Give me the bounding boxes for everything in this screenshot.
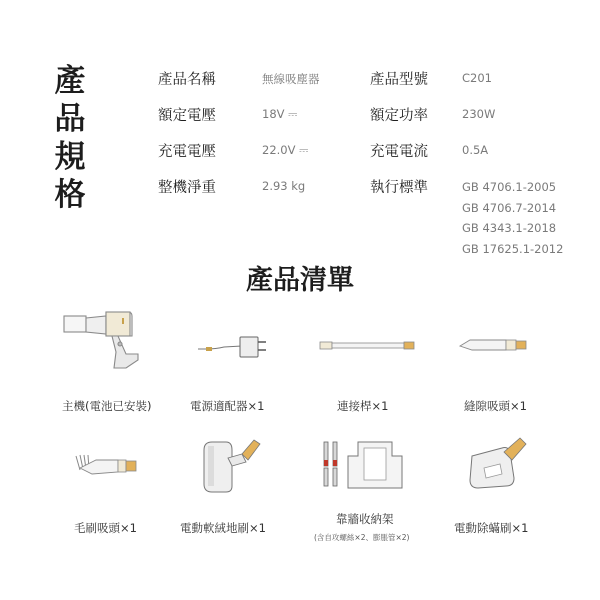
crevice-tool-image: [454, 332, 534, 358]
rated-voltage-label: 額定電壓: [158, 108, 216, 124]
wall-mount-image: [318, 436, 414, 494]
floor-brush-label: 電動軟絨地刷×1: [180, 521, 266, 535]
standard-item: GB 4343.1-2018: [462, 221, 557, 235]
charge-voltage-value: 22.0V ⎓: [262, 143, 309, 157]
wall-mount-label: 靠牆收納架: [336, 512, 394, 526]
rated-power-value: 230W: [462, 107, 496, 121]
wall-mount-note: (含自攻螺絲×2、膨脹管×2): [314, 533, 410, 542]
power-adapter-image: [196, 331, 268, 361]
spec-title-char-3: 規: [54, 139, 86, 175]
spec-title-char-1: 產: [54, 63, 86, 99]
floor-brush-image: [198, 436, 268, 494]
standard-item: GB 17625.1-2012: [462, 241, 564, 256]
product-name-label: 產品名稱: [158, 72, 216, 88]
main-unit-label: 主機(電池已安裝): [62, 399, 152, 413]
standards-list: [462, 177, 563, 259]
product-name-value: 無線吸塵器: [262, 72, 320, 86]
main-unit-image: [60, 306, 150, 376]
spec-title-char-2: 品: [54, 101, 86, 137]
weight-label: 整機淨重: [158, 180, 216, 196]
charge-current-label: 充電電流: [370, 144, 428, 160]
rated-voltage-value: 18V ⎓: [262, 107, 298, 121]
crevice-tool-label: 縫隙吸頭×1: [464, 399, 527, 413]
standard-label: 執行標準: [370, 180, 428, 196]
mite-brush-image: [464, 434, 534, 492]
model-label: 產品型號: [370, 72, 428, 88]
brush-tool-label: 毛刷吸頭×1: [74, 521, 137, 535]
brush-tool-image: [72, 450, 142, 482]
weight-value: 2.93 kg: [262, 179, 306, 193]
charge-current-value: 0.5A: [462, 143, 489, 157]
product-list-title: 產品清單: [246, 265, 354, 296]
extension-rod-label: 連接桿×1: [337, 399, 389, 413]
spec-section-title: [50, 62, 90, 214]
standard-item: GB 4706.1-2005: [462, 180, 557, 194]
standard-item: GB 4706.7-2014: [462, 200, 557, 215]
extension-rod-image: [316, 336, 416, 354]
rated-power-label: 額定功率: [370, 108, 428, 124]
model-value: C201: [462, 71, 492, 85]
power-adapter-label: 電源適配器×1: [190, 399, 265, 413]
mite-brush-label: 電動除蟎刷×1: [454, 521, 529, 535]
charge-voltage-label: 充電電壓: [158, 144, 216, 160]
spec-title-char-4: 格: [54, 177, 86, 213]
